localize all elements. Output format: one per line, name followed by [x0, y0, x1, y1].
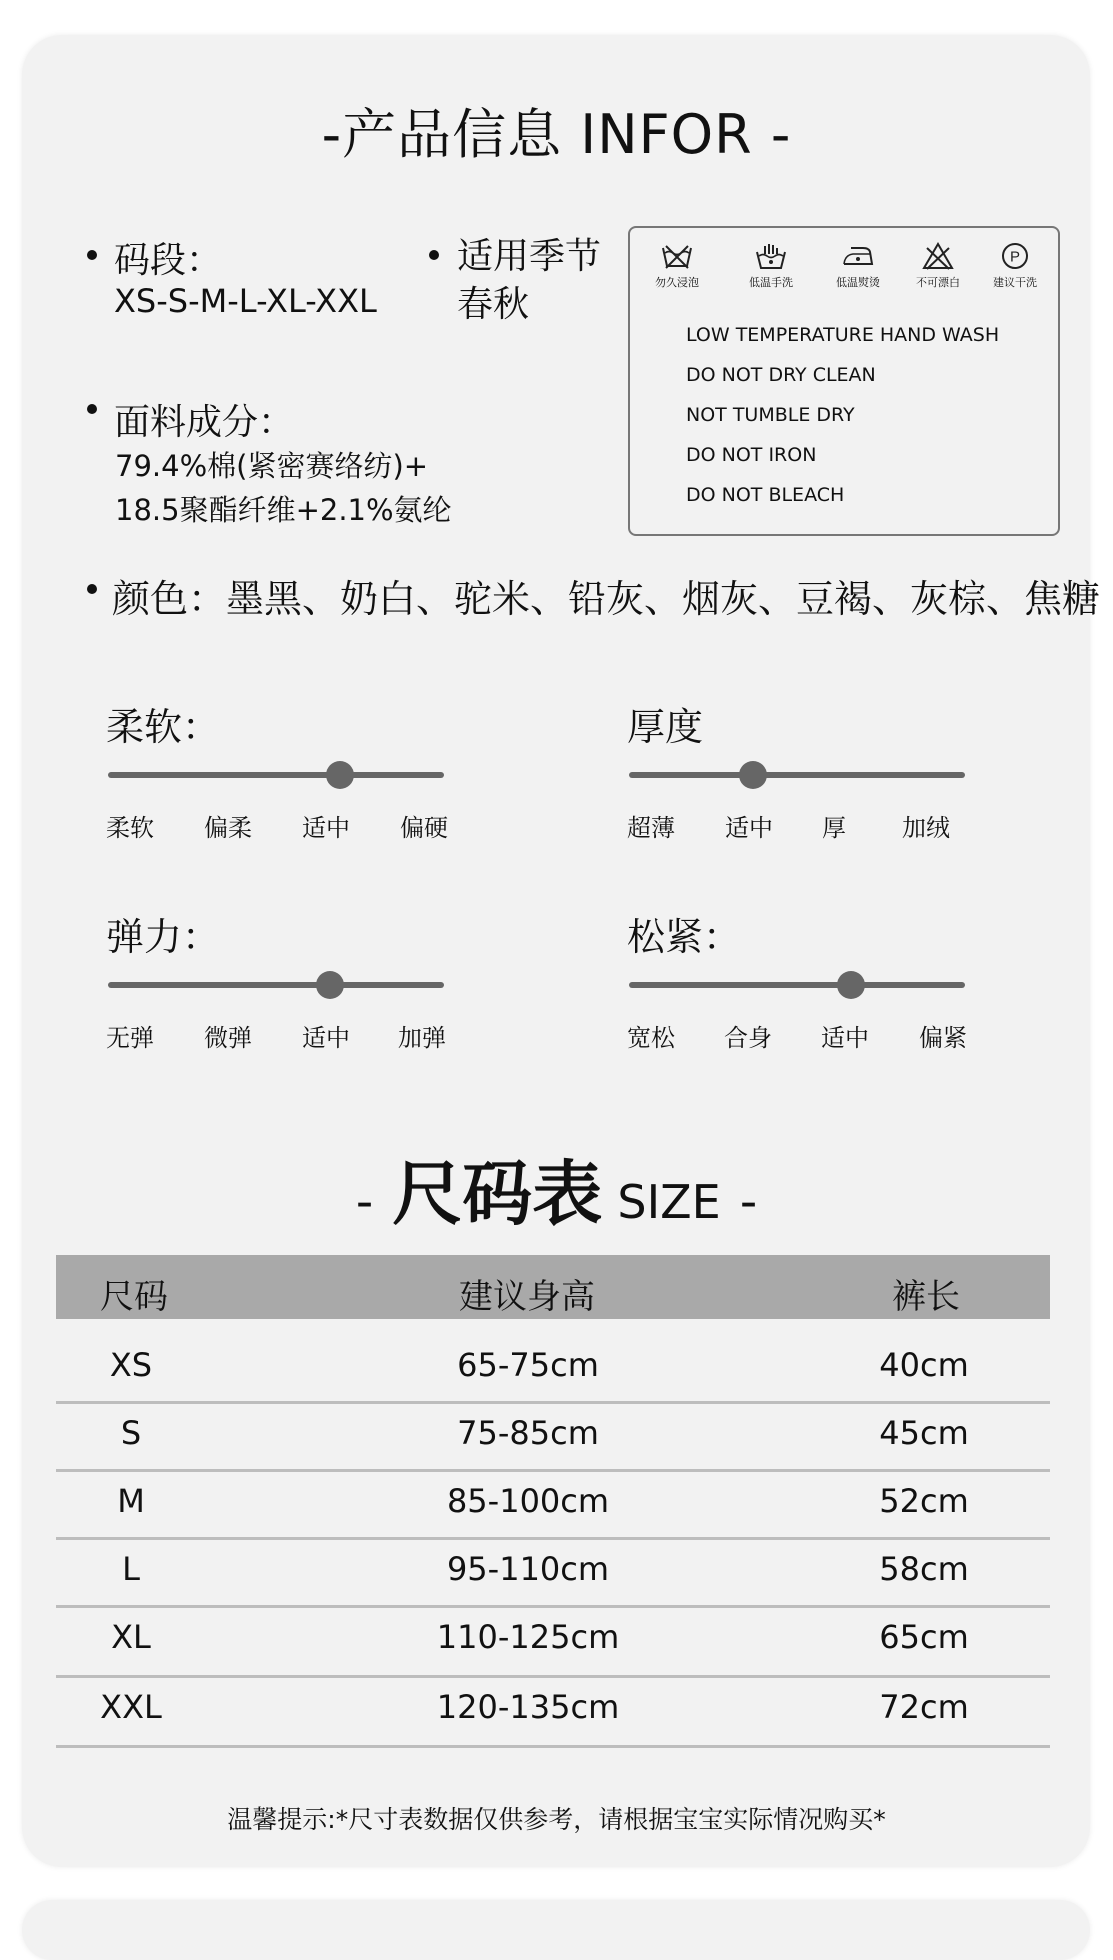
cell-length: 52cm — [879, 1482, 969, 1520]
cell-height: 120-135cm — [436, 1688, 620, 1726]
table-row — [56, 1472, 1050, 1540]
table-row — [56, 1540, 1050, 1608]
care-instructions-box — [628, 226, 1060, 536]
scale-label: 厚 — [822, 814, 846, 842]
care-caption: 勿久浸泡 — [655, 276, 699, 289]
title-dash: - — [739, 1174, 758, 1230]
scale-knob — [739, 761, 767, 789]
cell-length: 72cm — [879, 1688, 969, 1726]
low-iron-icon — [841, 242, 875, 270]
table-row — [56, 1678, 1050, 1748]
care-caption: 不可漂白 — [916, 276, 960, 289]
hand-wash-icon — [754, 242, 788, 270]
scale-knob — [837, 971, 865, 999]
scale-label: 无弹 — [106, 1024, 154, 1052]
bullet-dot — [429, 250, 439, 260]
header-size: 尺码 — [100, 1277, 168, 1317]
care-item — [980, 242, 1050, 290]
scale-track — [629, 982, 965, 988]
scale-label: 偏硬 — [400, 814, 448, 842]
cell-size: XXL — [100, 1688, 162, 1726]
scale-softness — [106, 696, 448, 842]
dry-clean-p-icon — [998, 242, 1032, 270]
scale-track — [108, 772, 444, 778]
scale-label: 微弹 — [204, 1024, 252, 1052]
fabric-line-1: 79.4%棉(紧密赛络纺)+ — [115, 449, 429, 483]
cell-size: XL — [111, 1618, 151, 1656]
next-card — [22, 1900, 1090, 1960]
season-label: 适用季节 — [457, 236, 602, 277]
care-item — [823, 242, 893, 290]
cell-length: 40cm — [879, 1346, 969, 1384]
size-table-header — [56, 1255, 1050, 1319]
cell-size: XS — [109, 1346, 153, 1384]
scale-track — [108, 982, 444, 988]
no-bleach-icon — [921, 242, 955, 270]
header-length: 裤长 — [892, 1277, 960, 1317]
care-text-line: DO NOT IRON — [686, 444, 817, 466]
care-item — [642, 242, 712, 290]
scale-elasticity — [106, 906, 446, 1052]
size-title-cn: 尺码表 — [392, 1153, 603, 1235]
section-title-size — [0, 1138, 1113, 1239]
size-range-label: 码段： — [114, 240, 223, 281]
cell-height: 75-85cm — [457, 1414, 599, 1452]
care-item — [903, 242, 973, 290]
bullet-dot — [87, 584, 97, 594]
scale-label: 适中 — [302, 1024, 350, 1052]
care-item — [736, 242, 806, 290]
colors-line: 颜色：墨黑、奶白、驼米、铅灰、烟灰、豆褐、灰棕、焦糖 — [112, 577, 1101, 621]
fabric-line-2: 18.5聚酯纤维+2.1%氨纶 — [115, 493, 452, 527]
care-caption: 建议干洗 — [993, 276, 1037, 289]
bullet-dot — [87, 250, 97, 260]
scale-label: 加弹 — [398, 1024, 446, 1052]
scale-label: 宽松 — [627, 1024, 675, 1052]
scale-label: 偏柔 — [204, 814, 252, 842]
svg-text:P: P — [1009, 248, 1021, 266]
scale-label: 适中 — [302, 814, 350, 842]
scale-label: 合身 — [724, 1024, 772, 1052]
section-title-info: -产品信息 INFOR - — [321, 103, 792, 166]
cell-height: 85-100cm — [446, 1482, 610, 1520]
cell-height: 95-110cm — [446, 1550, 610, 1588]
care-text-line: NOT TUMBLE DRY — [686, 404, 855, 426]
care-caption: 低温熨烫 — [836, 276, 880, 289]
row-divider — [56, 1745, 1050, 1748]
fabric-label: 面料成分： — [114, 402, 295, 443]
no-soak-icon — [660, 242, 694, 270]
size-tip-note: 温馨提示:*尺寸表数据仅供参考，请根据宝宝实际情况购买* — [227, 1805, 886, 1834]
scale-label: 适中 — [725, 814, 773, 842]
title-dash: - — [355, 1174, 374, 1230]
cell-length: 65cm — [879, 1618, 969, 1656]
care-caption: 低温手洗 — [749, 276, 793, 289]
scale-title: 厚度 — [627, 705, 704, 749]
cell-height: 110-125cm — [436, 1618, 620, 1656]
care-text-line: DO NOT BLEACH — [686, 484, 845, 506]
table-row — [56, 1404, 1050, 1472]
cell-size: M — [117, 1482, 145, 1520]
header-height: 建议身高 — [459, 1277, 595, 1317]
scale-title: 松紧： — [627, 915, 742, 959]
scale-title: 柔软： — [106, 705, 221, 749]
care-text-line: LOW TEMPERATURE HAND WASH — [686, 324, 1000, 346]
scale-title: 弹力： — [106, 915, 221, 959]
cell-size: S — [120, 1414, 142, 1452]
cell-height: 65-75cm — [457, 1346, 599, 1384]
cell-size: L — [122, 1550, 140, 1588]
scale-label: 柔软 — [106, 814, 154, 842]
scale-label: 适中 — [821, 1024, 869, 1052]
scale-label: 加绒 — [902, 814, 950, 842]
size-range-value: XS-S-M-L-XL-XXL — [114, 282, 377, 320]
cell-length: 58cm — [879, 1550, 969, 1588]
table-row — [56, 1336, 1050, 1404]
table-row — [56, 1608, 1050, 1678]
scale-label: 超薄 — [627, 814, 675, 842]
scale-fit — [627, 906, 967, 1052]
care-text-line: DO NOT DRY CLEAN — [686, 364, 876, 386]
scale-thickness — [627, 696, 967, 842]
scale-track — [629, 772, 965, 778]
scale-knob — [326, 761, 354, 789]
scale-label: 偏紧 — [919, 1024, 967, 1052]
cell-length: 45cm — [879, 1414, 969, 1452]
season-value: 春秋 — [457, 284, 530, 325]
size-title-en: SIZE — [617, 1175, 721, 1229]
scale-knob — [316, 971, 344, 999]
bullet-dot — [87, 404, 97, 414]
